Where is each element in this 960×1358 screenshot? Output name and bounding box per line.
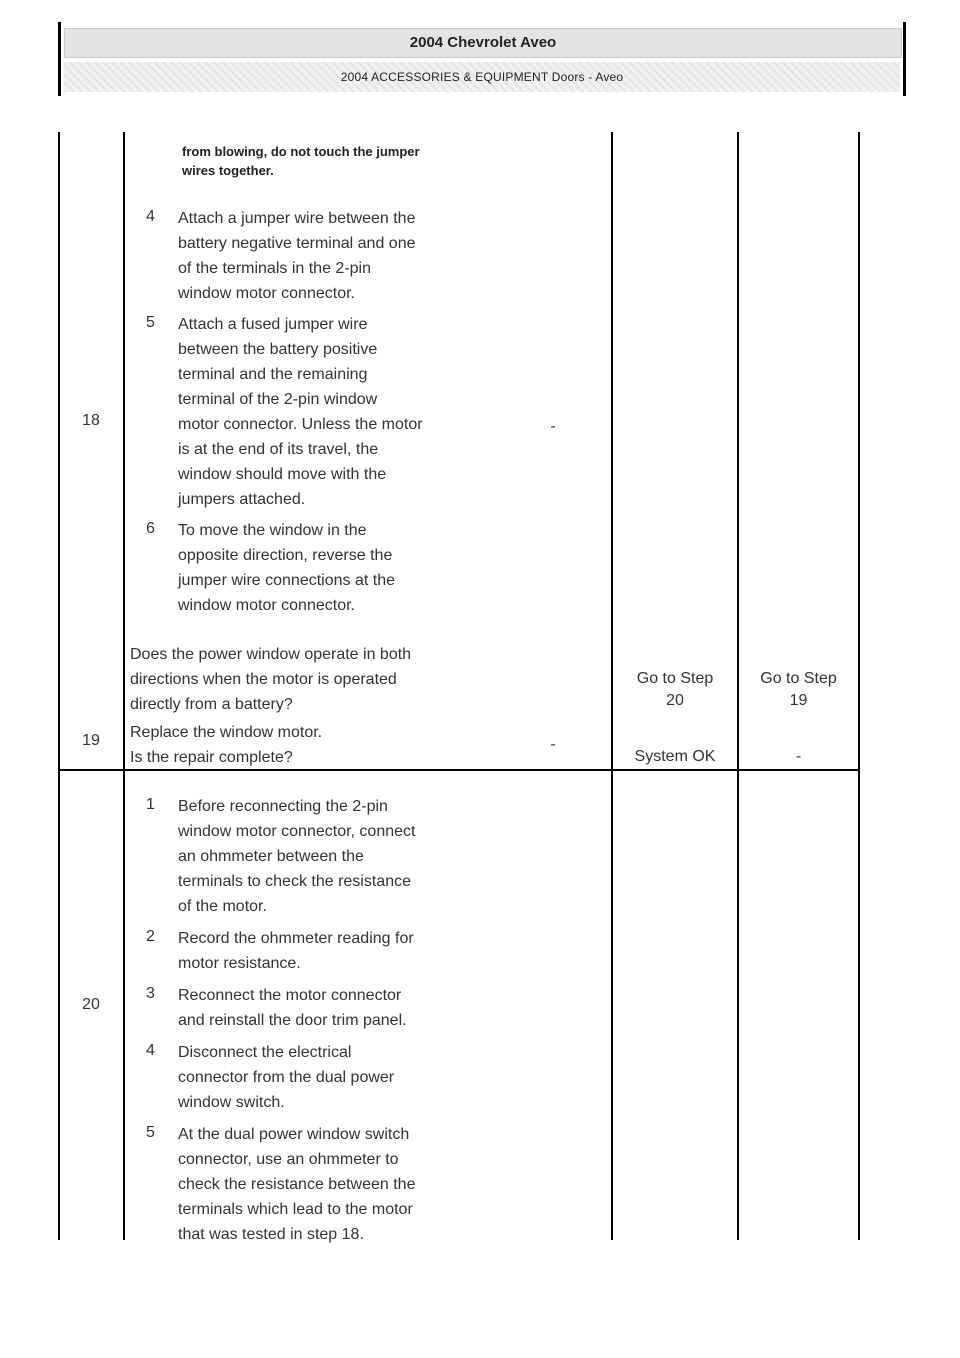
- note-line: from blowing, do not touch the jumper: [182, 144, 420, 159]
- document-title: 2004 Chevrolet Aveo: [409, 34, 557, 51]
- item-line: window motor connector.: [178, 285, 355, 302]
- table-border-left: [58, 132, 60, 1240]
- item-line: jumpers attached.: [178, 491, 306, 508]
- step-number-18: 18: [82, 412, 100, 429]
- item-number: 4: [146, 1042, 155, 1059]
- item-number: 6: [146, 520, 155, 537]
- step-18-no-action: [739, 668, 858, 712]
- question-line: Does the power window operate in both: [130, 646, 412, 663]
- item-line: opposite direction, reverse the: [178, 547, 393, 564]
- item-line: Disconnect the electrical: [178, 1044, 352, 1061]
- question-line: directions when the motor is operated: [130, 671, 397, 688]
- subtitle-bar: [64, 62, 900, 92]
- item-line: between the battery positive: [178, 341, 378, 358]
- item-line: Record the ohmmeter reading for: [178, 930, 414, 947]
- item-line: jumper wire connections at the: [178, 572, 395, 589]
- table-border-right: [858, 132, 860, 1240]
- item-line: Attach a jumper wire between the: [178, 210, 416, 227]
- item-line: check the resistance between the: [178, 1176, 416, 1193]
- item-line: motor connector. Unless the motor: [178, 416, 423, 433]
- header-left-border: [58, 22, 61, 96]
- item-line: terminals which lead to the motor: [178, 1201, 413, 1218]
- item-number: 5: [146, 314, 155, 331]
- step-19-yes-action: System OK: [634, 748, 716, 765]
- no-line: 19: [789, 692, 808, 709]
- item-number: 2: [146, 928, 155, 945]
- item-line: window should move with the: [178, 466, 387, 483]
- step-18-item-5: [178, 312, 423, 512]
- header-right-border: [903, 22, 906, 96]
- item-line: of the motor.: [178, 898, 267, 915]
- item-line: window motor connector.: [178, 597, 355, 614]
- step-20-item-4: [178, 1040, 394, 1115]
- yes-line: 20: [666, 692, 684, 709]
- step-20-item-5: [178, 1122, 415, 1247]
- item-number: 3: [146, 985, 155, 1002]
- step-18-yes-action: [613, 668, 737, 712]
- no-line: Go to Step: [760, 670, 837, 687]
- item-line: window motor connector, connect: [178, 823, 416, 840]
- item-line: Before reconnecting the 2-pin: [178, 798, 388, 815]
- step-19-text: [130, 720, 322, 770]
- step-20-item-3: [178, 983, 407, 1033]
- item-line: is at the end of its travel, the: [178, 441, 379, 458]
- item-line: At the dual power window switch: [178, 1126, 410, 1143]
- text-line: Replace the window motor.: [130, 724, 323, 741]
- item-line: an ohmmeter between the: [178, 848, 364, 865]
- text-line: Is the repair complete?: [130, 749, 293, 766]
- step-18-item-4: [178, 206, 415, 306]
- item-number: 5: [146, 1124, 155, 1141]
- step-18-item-6: [178, 518, 395, 618]
- document-subtitle: 2004 ACCESSORIES & EQUIPMENT Doors - Aveo: [340, 70, 624, 84]
- item-line: connector from the dual power: [178, 1069, 395, 1086]
- column-divider-step: [123, 132, 125, 1240]
- step-20-item-2: [178, 926, 414, 976]
- item-line: terminal of the 2-pin window: [178, 391, 378, 408]
- step-18-value: -: [550, 418, 556, 435]
- step-18-question: [130, 642, 411, 717]
- step-19-no-action: -: [795, 748, 802, 765]
- diagnostic-table: [58, 132, 860, 1243]
- item-line: that was tested in step 18.: [178, 1226, 364, 1243]
- item-line: Attach a fused jumper wire: [178, 316, 368, 333]
- item-line: To move the window in the: [178, 522, 367, 539]
- item-number: 4: [146, 208, 155, 225]
- yes-line: Go to Step: [636, 670, 714, 687]
- step-number-19: 19: [82, 732, 100, 749]
- item-line: window switch.: [178, 1094, 285, 1111]
- item-line: connector, use an ohmmeter to: [178, 1151, 399, 1168]
- item-line: motor resistance.: [178, 955, 301, 972]
- step-20-item-1: [178, 794, 415, 919]
- document-header: [58, 22, 906, 96]
- title-bar: [64, 28, 902, 58]
- item-line: battery negative terminal and one: [178, 235, 416, 252]
- item-line: and reinstall the door trim panel.: [178, 1012, 407, 1029]
- item-line: terminal and the remaining: [178, 366, 368, 383]
- item-line: terminals to check the resistance: [178, 873, 411, 890]
- note-line: wires together.: [182, 163, 274, 178]
- step-number-20: 20: [82, 996, 100, 1013]
- warning-note: [182, 142, 420, 180]
- item-number: 1: [146, 796, 155, 813]
- step-19-value: -: [550, 736, 556, 753]
- question-line: directly from a battery?: [130, 696, 293, 713]
- item-line: of the terminals in the 2-pin: [178, 260, 371, 277]
- item-line: Reconnect the motor connector: [178, 987, 402, 1004]
